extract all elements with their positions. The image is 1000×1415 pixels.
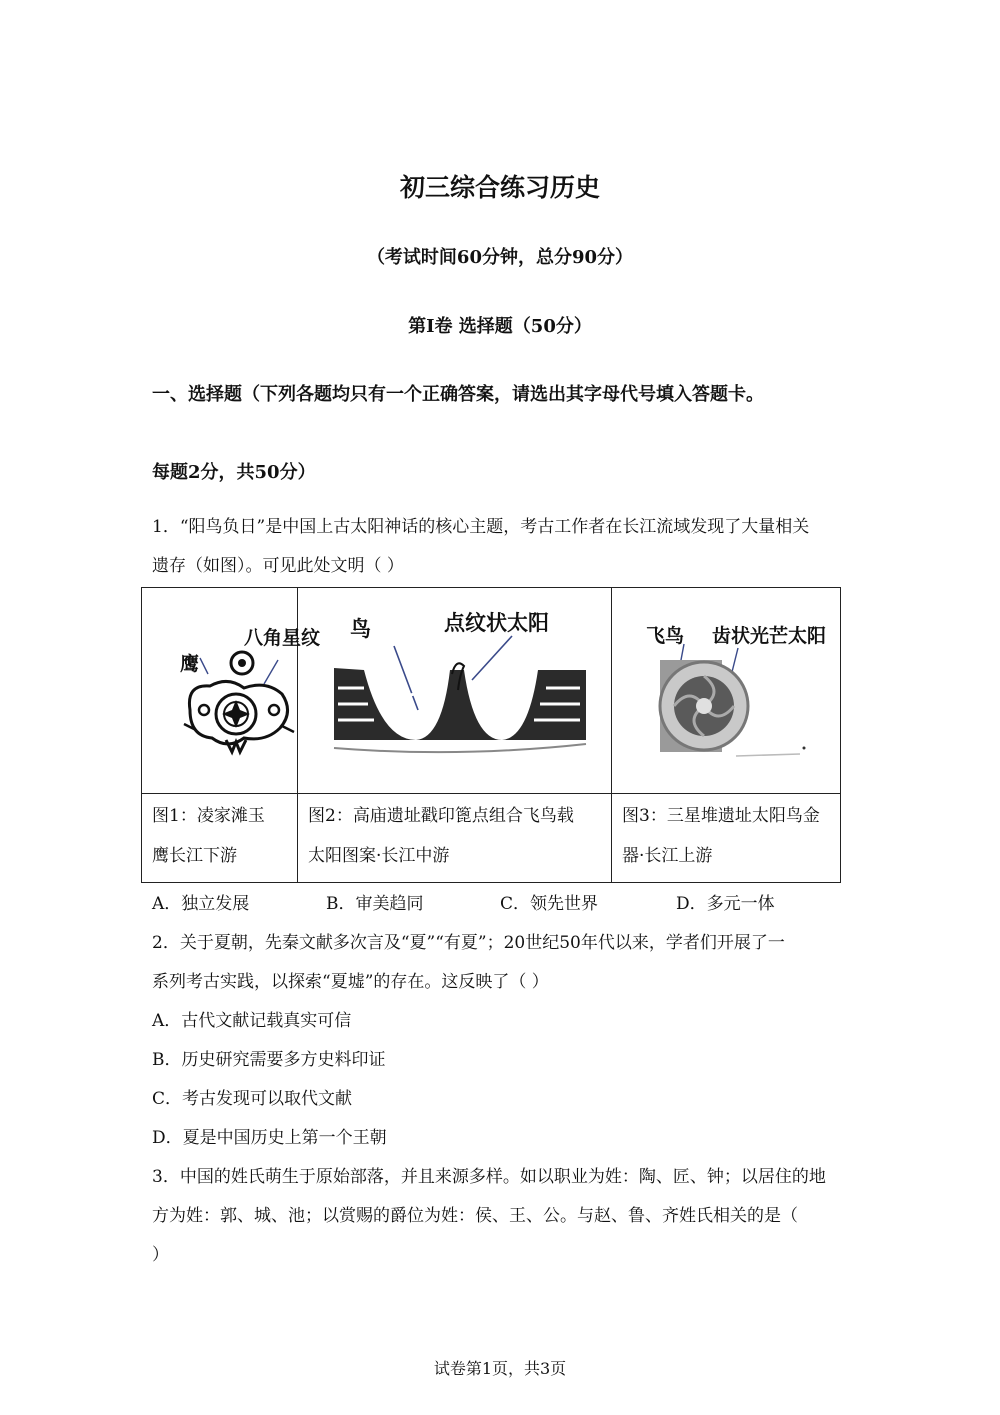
figure-label: 齿状光芒太阳 [712, 625, 827, 647]
figure-caption: 图3：三星堆遗址太阳鸟金 器·长江上游 [622, 806, 820, 866]
figure-label: 鹰 [180, 653, 200, 675]
volume-heading: 第Ⅰ卷 选择题（50分） [408, 316, 592, 337]
q2-line2: 系列考古实践，以探索“夏墟”的存在。这反映了（ ） [152, 972, 549, 992]
q2-option-b: B．历史研究需要多方史料印证 [152, 1050, 386, 1070]
q3-line1: 3．中国的姓氏萌生于原始部落，并且来源多样。如以职业为姓：陶、匠、钟；以居住的地 [152, 1167, 826, 1187]
q2-line1: 2．关于夏朝，先秦文献多次言及“夏”“有夏”；20世纪50年代以来，学者们开展了一 [152, 933, 785, 953]
q1-option-c: C．领先世界 [500, 894, 599, 914]
section-points: 每题2分，共50分） [152, 462, 316, 483]
jade-eagle-figure [170, 602, 321, 762]
section-heading: 一、选择题（下列各题均只有一个正确答案，请选出其字母代号填入答题卡。 [152, 384, 764, 405]
figure-label: 八角星纹 [244, 627, 321, 649]
q3-line3: ） [152, 1245, 169, 1265]
exam-duration: （考试时间60分钟，总分90分） [366, 247, 634, 268]
figure-label: 飞鸟 [646, 625, 685, 647]
q1-option-b: B．审美趋同 [326, 894, 424, 914]
sun-bird-gold-figure [640, 606, 827, 756]
figure-label: 点纹状太阳 [444, 611, 549, 635]
figure-caption: 图1：凌家滩玉 鹰长江下游 [152, 806, 265, 866]
figure-caption: 图2：高庙遗址戳印篦点组合飞鸟载 太阳图案·长江中游 [308, 806, 574, 866]
figure-label: 鸟 [350, 617, 371, 641]
q1-option-a: A．独立发展 [152, 894, 250, 914]
q2-option-c: C．考古发现可以取代文献 [152, 1089, 353, 1109]
q2-option-d: D．夏是中国历史上第一个王朝 [152, 1128, 387, 1148]
q3-line2: 方为姓：郭、城、池；以赏赐的爵位为姓：侯、王、公。与赵、鲁、齐姓氏相关的是（ [152, 1206, 798, 1226]
q1-line2: 遗存（如图）。可见此处文明（ ） [152, 556, 404, 576]
page-footer: 试卷第1页，共3页 [433, 1359, 567, 1378]
bird-sun-figure [324, 600, 594, 760]
q1-option-d: D．多元一体 [676, 894, 775, 914]
q2-option-a: A．古代文献记载真实可信 [152, 1011, 352, 1031]
page-title: 初三综合练习历史 [399, 173, 600, 202]
figure-table [141, 587, 841, 883]
q1-line1: 1．“阳鸟负日”是中国上古太阳神话的核心主题，考古工作者在长江流域发现了大量相关 [152, 517, 810, 537]
